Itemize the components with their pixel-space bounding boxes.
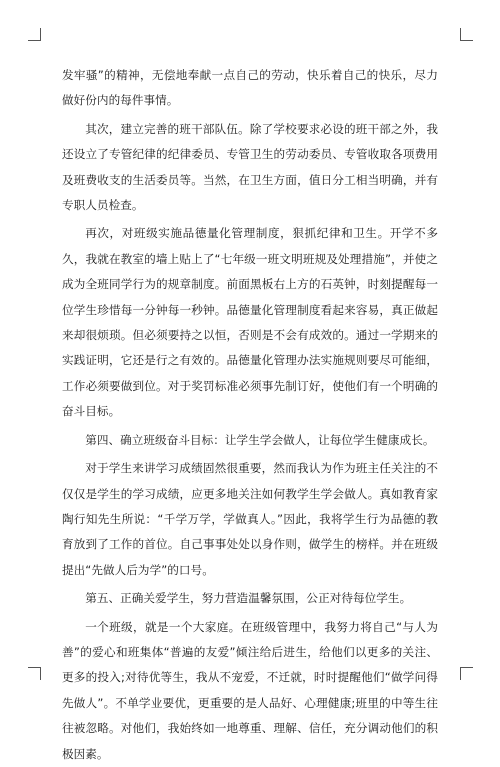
paragraph-learn-to-be-human: 对于学生来讲学习成绩固然很重要，然而我认为作为班主任关注的不仅仅是学生的学习成绩，应更多地关注如何教学生学会做人。真如教育家陶行知先生所说：“千学万学，学做真人。”因此，我将学生行为品德的教育放到了工作的首位。自己事事处处以身作则，做学生的榜样。并在班级提出“先做人后为学”的口号。 bbox=[62, 461, 438, 577]
paragraph-heading-care: 第五、正确关爱学生，努力营造温馨氛围，公正对待每位学生。 bbox=[85, 591, 412, 606]
paragraph-heading-goal: 第四、确立班级奋斗目标：让学生学会做人，让每位学生健康成长。 bbox=[85, 432, 435, 447]
crop-mark-top-right bbox=[460, 28, 473, 41]
paragraph-continuation: 发牢骚”的精神，无偿地奉献一点自己的劳动，快乐着自己的快乐，尽力做好份内的每件事情。 bbox=[62, 68, 438, 108]
paragraph-class-cadres: 其次，建立完善的班干部队伍。除了学校要求必设的班干部之外，我还设立了专管纪律的纪律委员、专管卫生的劳动委员、专管收取各项费用及班费收支的生活委员等。当然，在卫生方面，值日分工相当明确，并有专职人员检查。 bbox=[62, 121, 438, 213]
paragraph-class-family: 一个班级，就是一个大家庭。在班级管理中，我努力将自己“与人为善”的爱心和班集体“普遍的友爱”倾注给后进生，给他们以更多的关注、更多的投入;对待优等生，我从不宠爱，不迁就，时时提醒他们“做学问得先做人”。不单学业要优，更重要的是人品好、心理健康;班里的中等生往往被忽略。对他们，我始终如一地尊重、理解、信任，充分调动他们的积极因素。 bbox=[62, 619, 438, 761]
crop-mark-bottom-left bbox=[28, 667, 41, 680]
crop-mark-bottom-right bbox=[460, 667, 473, 680]
paragraph-quantified-management: 再次，对班级实施品德量化管理制度，狠抓纪律和卫生。开学不多久，我就在教室的墙上贴上了“七年级一班文明班规及处理措施”，并使之成为全班同学行为的规章制度。前面黑板右上方的石英钟，时刻提醒每一位学生珍惜每一分钟每一秒钟。品德量化管理制度看起来容易，真正做起来却很烦琐。但必须要持之以恒，否则是不会有成效的。通过一学期来的实践证明，它还是行之有效的。品德量化管理办法实施规则要尽可能细，工作必须要做到位。对于奖罚标准必须事先制订好，使他们有一个明确的奋斗目标。 bbox=[62, 226, 438, 419]
crop-mark-top-left bbox=[28, 28, 41, 41]
document-body bbox=[62, 63, 438, 767]
